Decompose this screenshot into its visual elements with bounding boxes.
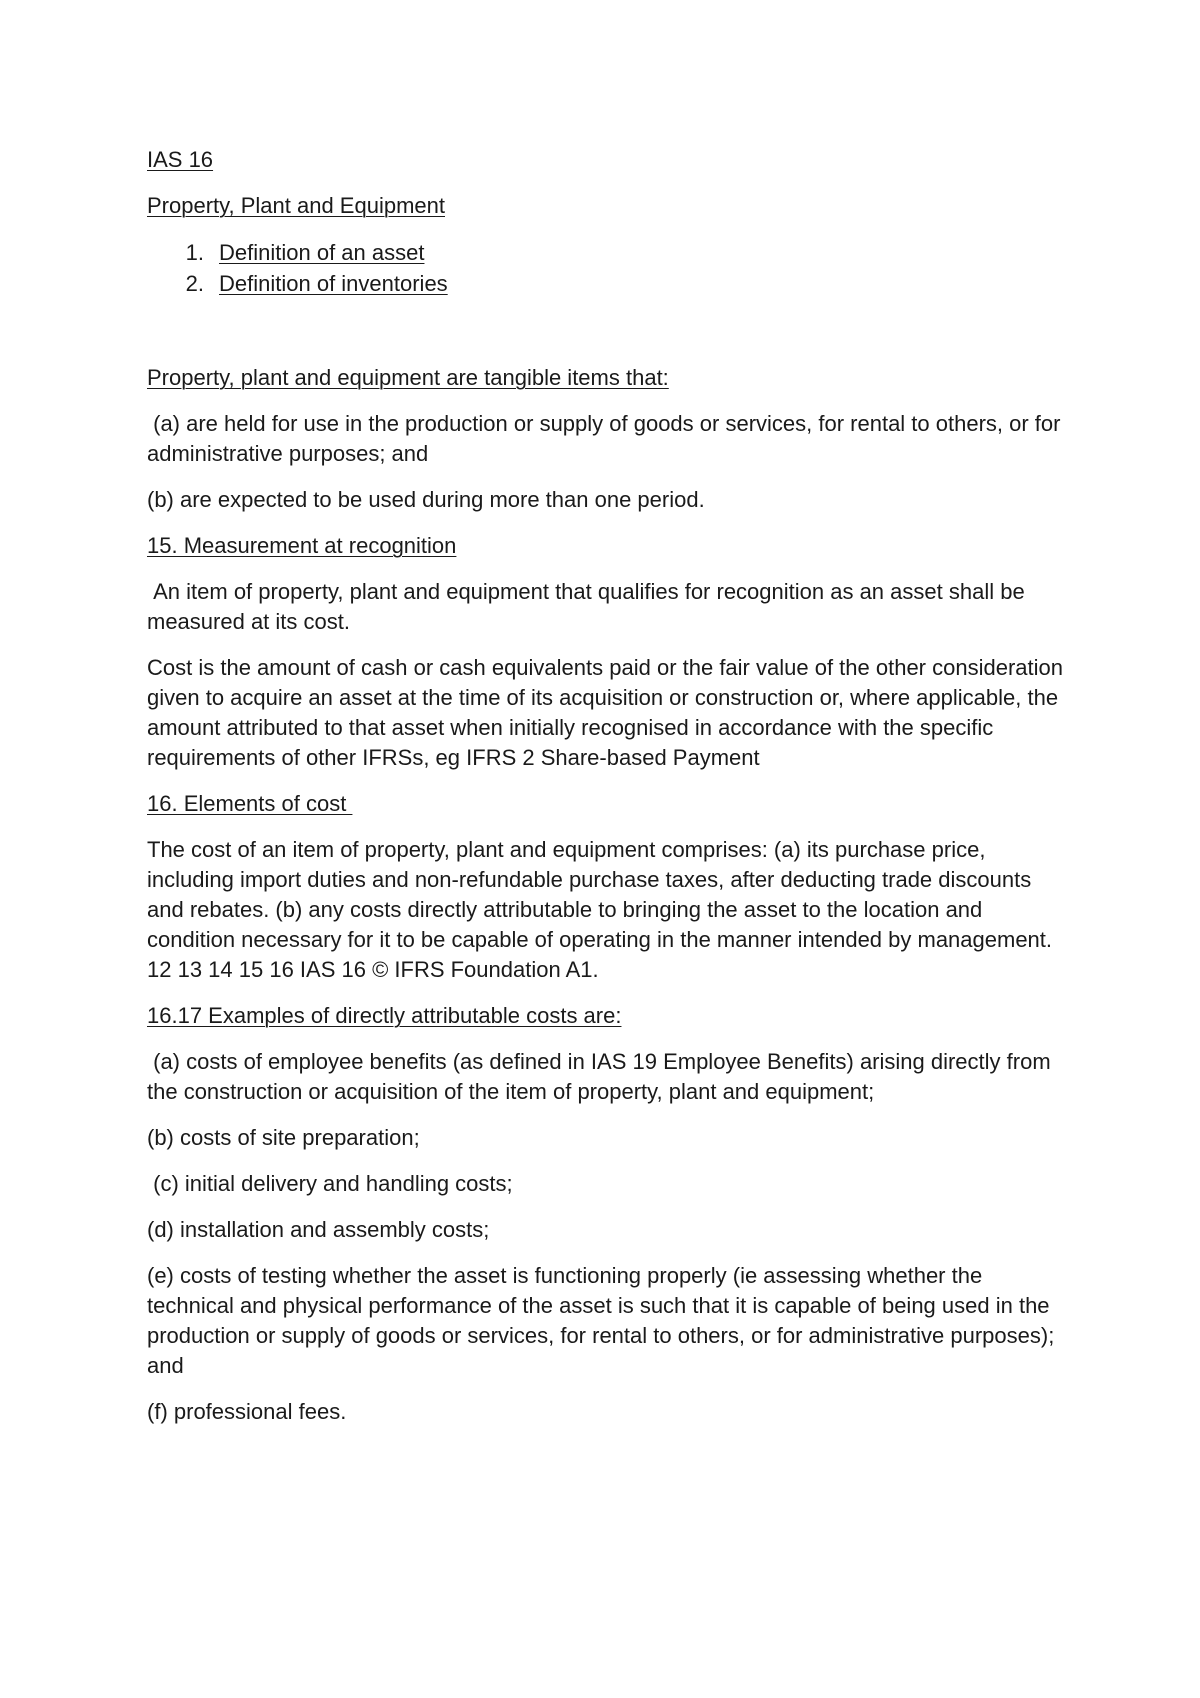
list-item-text: Definition of an asset [219, 240, 425, 265]
document-title: Property, Plant and Equipment [147, 193, 445, 218]
section-15-paragraph-1: An item of property, plant and equipment that qualifies for recognition as an asset shall be measured at its cost. [147, 579, 1031, 634]
section-16-heading: 16. Elements of cost [147, 791, 353, 816]
definition-b: (b) are expected to be used during more than one period. [147, 487, 705, 512]
section-15-paragraph-2: Cost is the amount of cash or cash equivalents paid or the fair value of the other consideration given to acquire an asset at the time of its acquisition or construction or, where applicable, the amount attributed to that asset when initially recognised in accordance with the specific requirements of other IFRSs, eg IFRS 2 Share-based Payment [147, 655, 1070, 770]
example-c: (c) initial delivery and handling costs; [147, 1171, 513, 1196]
example-b: (b) costs of site preparation; [147, 1125, 420, 1150]
definitions-list [147, 237, 1072, 299]
definition-heading: Property, plant and equipment are tangible items that: [147, 365, 669, 390]
example-a: (a) costs of employee benefits (as defined in IAS 19 Employee Benefits) arising directly from the construction or acquisition of the item of property, plant and equipment; [147, 1049, 1057, 1104]
document-page [147, 145, 1072, 1427]
list-number: 1. [185, 240, 204, 265]
section-15-heading: 15. Measurement at recognition [147, 533, 457, 558]
section-16-17-heading: 16.17 Examples of directly attributable costs are: [147, 1003, 622, 1028]
list-item [147, 268, 1072, 299]
definition-a: (a) are held for use in the production or supply of goods or services, for rental to others, or for administrative purposes; and [147, 411, 1067, 466]
list-item-text: Definition of inventories [219, 271, 448, 296]
example-d: (d) installation and assembly costs; [147, 1217, 490, 1242]
standard-code: IAS 16 [147, 147, 214, 172]
example-e: (e) costs of testing whether the asset is functioning properly (ie assessing whether the technical and physical performance of the asset is such that it is capable of being used in the production or supply of goods or services, for rental to others, or for administrative purposes); and [147, 1263, 1061, 1378]
list-item [147, 237, 1072, 268]
section-16-paragraph: The cost of an item of property, plant and equipment comprises: (a) its purchase price, including import duties and non-refundable purchase taxes, after deducting trade discounts and rebates. (b) any costs directly attributable to bringing the asset to the location and condition necessary for it to be capable of operating in the manner intended by management. 12 13 14 15 16 IAS 16 © IFRS Foundation A1. [147, 837, 1059, 982]
list-number: 2. [185, 271, 204, 296]
example-f: (f) professional fees. [147, 1399, 347, 1424]
